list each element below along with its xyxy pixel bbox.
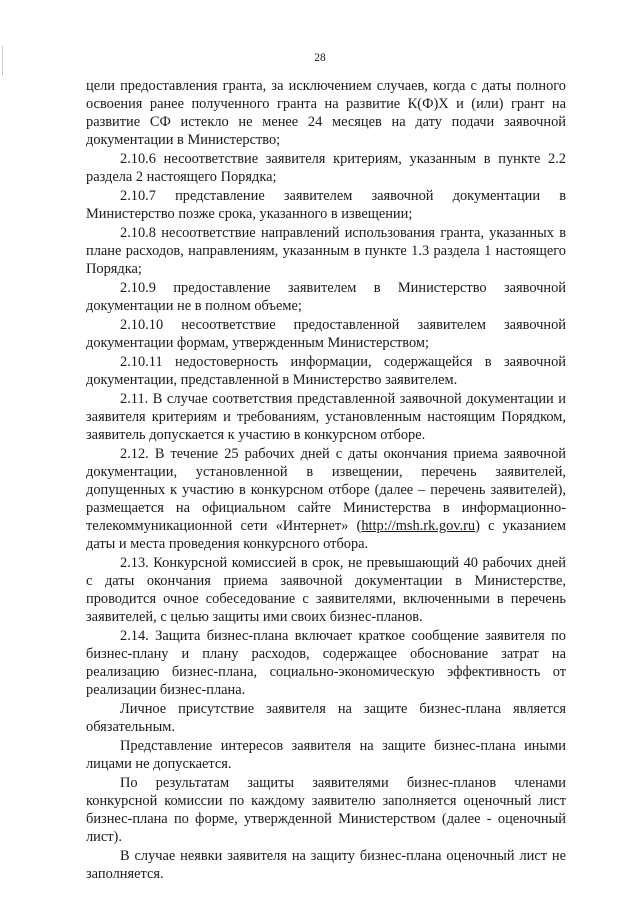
paragraph-2-12-text-start: 2.12. В течение 25 рабочих дней с даты окончания приема заявочной документации, установленной в извещении, перечень заявителей, допущенных к участию в конкурсном отборе (далее – перечень заявителей), размещается на официальном сайте Министерства в информационно-телекоммуникационной сети «Интернет» ( [86, 446, 566, 534]
paragraph-2-10-9: 2.10.9 предоставление заявителем в Министерство заявочной документации не в полном объеме; [86, 280, 566, 314]
paragraph-2-11: 2.11. В случае соответствия представленной заявочной документации и заявителя критериям и требованиям, установленным настоящим Порядком, заявитель допускается к участию в конкурсном отборе. [86, 391, 566, 443]
ministry-website-link[interactable]: http://msh.rk.gov.ru [361, 518, 476, 534]
paragraph-2-14: 2.14. Защита бизнес-плана включает краткое сообщение заявителя по бизнес-плану и плану расходов, содержащее обоснование затрат на реализацию бизнес-плана, социально-экономическую эффективность от реализации бизнес-плана. [86, 628, 566, 698]
paragraph-no-show: В случае неявки заявителя на защиту бизнес-плана оценочный лист не заполняется. [86, 848, 566, 882]
paragraph-2-12 [86, 445, 566, 553]
paragraph-2-10-6: 2.10.6 несоответствие заявителя критериям, указанным в пункте 2.2 раздела 2 настоящего Порядка; [86, 151, 566, 185]
paragraph-personal-presence: Личное присутствие заявителя на защите бизнес-плана является обязательным. [86, 701, 566, 735]
paragraph-2-10-10: 2.10.10 несоответствие предоставленной заявителем заявочной документации формам, утвержденным Министерством; [86, 317, 566, 351]
paragraph-2-10-8: 2.10.8 несоответствие направлений использования гранта, указанных в плане расходов, направлениям, указанным в пункте 1.3 раздела 1 настоящего Порядка; [86, 225, 566, 277]
paragraph-2-12-text-end: ) с указанием даты и места проведения конкурсного отбора. [86, 518, 566, 552]
paragraph-2-13: 2.13. Конкурсной комиссией в срок, не превышающий 40 рабочих дней с даты окончания приема заявочной документации в Министерстве, проводится очное собеседование с заявителями, включенными в перечень заявителей, с целью защиты ими своих бизнес-планов. [86, 555, 566, 625]
paragraph-representation: Представление интересов заявителя на защите бизнес-плана иными лицами не допускается. [86, 738, 566, 772]
paragraph-2-10-7: 2.10.7 представление заявителем заявочной документации в Министерство позже срока, указанного в извещении; [86, 188, 566, 222]
paragraph-grant-purpose-continuation: цели предоставления гранта, за исключением случаев, когда с даты полного освоения ранее полученного гранта на развитие К(Ф)Х и (или) грант на развитие СФ истекло не менее 24 месяцев на дату подачи заявочной документации в Министерство; [86, 78, 566, 148]
document-body [86, 77, 566, 884]
page-number: 28 [314, 52, 326, 64]
paragraph-2-10-11: 2.10.11 недостоверность информации, содержащейся в заявочной документации, представленной в Министерство заявителем. [86, 354, 566, 388]
paragraph-evaluation-sheet: По результатам защиты заявителями бизнес-планов членами конкурсной комиссии по каждому заявителю заполняется оценочный лист бизнес-плана по форме, утвержденной Министерством (далее - оценочный лист). [86, 775, 566, 845]
